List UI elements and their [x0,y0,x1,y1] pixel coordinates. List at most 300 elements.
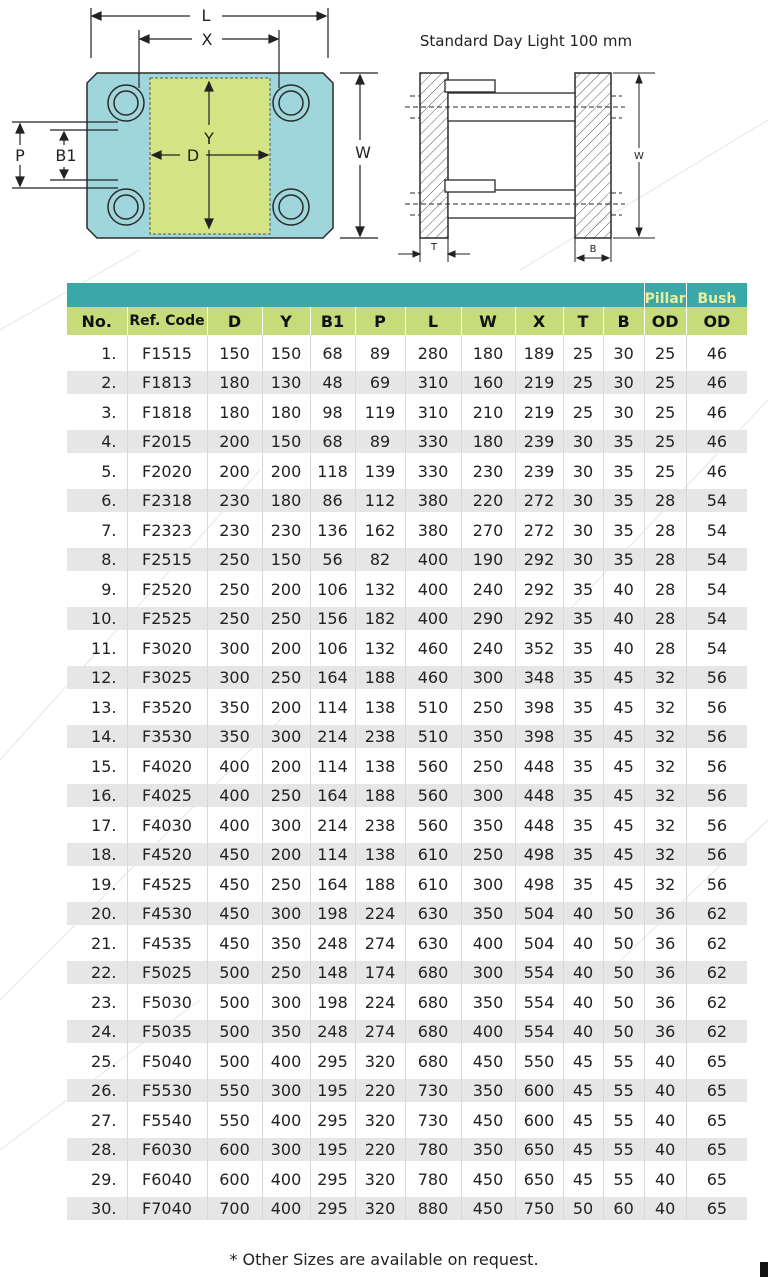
table-cell: 45 [603,666,644,689]
table-cell: 69 [355,371,405,394]
table-cell: 40 [603,571,644,607]
table-cell: 46 [686,430,747,453]
table-cell: 11. [67,630,127,666]
table-row [67,453,747,489]
table-cell: 200 [207,430,262,453]
table-cell: 188 [355,784,405,807]
table-cell: 65 [686,1197,747,1220]
table-cell: 55 [603,1161,644,1197]
table-cell: 498 [515,843,563,866]
table-cell: 239 [515,430,563,453]
table-cell: 46 [706,402,728,422]
table-cell: 40 [563,1020,603,1043]
table-cell: 510 [405,689,461,725]
table-cell: 554 [515,961,563,984]
table-cell: 180 [207,371,262,394]
table-cell: 164 [310,666,355,689]
table-cell: 35 [563,843,603,866]
table-cell: F3025 [127,666,207,689]
table-cell: 550 [515,1043,563,1079]
table-cell: 62 [706,992,728,1012]
table-cell: F5540 [127,1102,207,1138]
table-cell: 25 [563,371,603,394]
table-cell: 230 [207,489,262,512]
table-cell: 504 [515,925,563,961]
table-cell: 56 [706,697,728,717]
table-cell: 350 [207,689,262,725]
table-cell: 680 [405,984,461,1020]
table-cell: 30 [603,335,644,371]
table-cell: 600 [515,1079,563,1102]
table-cell: 45 [563,1043,603,1079]
label-w-side: W [634,151,644,162]
table-cell: 250 [262,607,310,630]
table-cell: 250 [461,689,515,725]
table-cell: 300 [262,1079,310,1102]
table-cell: 400 [461,1020,515,1043]
table-cell: 272 [515,512,563,548]
table-cell: 750 [515,1197,563,1220]
table-cell: 195 [310,1079,355,1102]
table-cell: 164 [310,866,355,902]
table-cell: 35 [603,548,644,571]
table-row [67,902,747,925]
table-row [67,784,747,807]
label-d: D [186,146,200,165]
col-header-bush-od: OD [686,307,747,335]
table-cell: 56 [686,784,747,807]
die-set-drawing [0,0,768,275]
table-cell: 600 [207,1161,262,1197]
table-cell: 7. [67,512,127,548]
table-cell: 600 [207,1138,262,1161]
table-cell: 150 [207,335,262,371]
table-row [67,666,747,689]
table-cell: 320 [355,1043,405,1079]
col-header-pillar-od: OD [644,307,686,335]
table-cell: 106 [310,571,355,607]
table-cell: 300 [262,807,310,843]
table-cell: 630 [405,902,461,925]
table-cell: 400 [207,807,262,843]
table-cell: F2515 [127,548,207,571]
table-band [67,283,747,307]
table-cell: 188 [355,666,405,689]
table-cell: 350 [461,984,515,1020]
table-cell: 180 [262,394,310,430]
table-cell: 136 [310,512,355,548]
table-cell: 50 [603,1020,644,1043]
table-cell: 25. [67,1043,127,1079]
table-cell: 164 [310,784,355,807]
table-cell: 150 [262,430,310,453]
table-cell: 250 [461,748,515,784]
table-cell: 400 [262,1197,310,1220]
table-cell: 65 [706,1051,728,1071]
table-cell: 50 [563,1197,603,1220]
table-cell: 25 [644,430,686,453]
table-cell: F5530 [127,1079,207,1102]
table-cell: 180 [207,394,262,430]
table-cell: 55 [603,1102,644,1138]
table-cell: 510 [405,725,461,748]
table-cell: 114 [310,843,355,866]
table-cell: 156 [310,607,355,630]
table-cell: F3020 [127,630,207,666]
table-cell: 250 [461,843,515,866]
table-cell: 292 [515,571,563,607]
table-cell: 250 [262,961,310,984]
table-cell: 230 [262,512,310,548]
table-cell: 330 [405,430,461,453]
table-cell: 50 [603,902,644,925]
table-cell: 400 [207,748,262,784]
table-cell: 35 [563,571,603,607]
table-cell: 30. [67,1197,127,1220]
table-cell: 198 [310,984,355,1020]
table-cell: 35 [563,689,603,725]
table-cell: F2020 [127,453,207,489]
table-cell: F4535 [127,925,207,961]
table-cell: F2520 [127,571,207,607]
table-cell: 35 [563,607,603,630]
table-cell: 36 [644,902,686,925]
table-cell: 114 [310,748,355,784]
table-cell: 400 [262,1043,310,1079]
table-cell: 62 [686,961,747,984]
table-cell: F5030 [127,984,207,1020]
table-cell: 40 [563,925,603,961]
top-view [12,6,378,238]
table-cell: 45 [603,866,644,902]
table-cell: 35 [603,512,644,548]
table-cell: 450 [461,1043,515,1079]
table-cell: 400 [461,925,515,961]
table-cell: 119 [355,394,405,430]
table-cell: F6040 [127,1161,207,1197]
table-cell: 25 [563,335,603,371]
table-cell: 188 [355,866,405,902]
table-cell: 36 [644,961,686,984]
table-cell: 32 [644,689,686,725]
table-cell: 8. [67,548,127,571]
table-cell: 32 [644,748,686,784]
table-cell: 55 [603,1043,644,1079]
table-cell: 65 [706,1169,728,1189]
table-cell: 40 [603,630,644,666]
table-cell: 274 [355,1020,405,1043]
table-cell: F4530 [127,902,207,925]
table-cell: 65 [706,1110,728,1130]
label-p: P [15,146,25,165]
table-cell: 25 [563,394,603,430]
table-cell: 550 [207,1102,262,1138]
table-cell: 352 [515,630,563,666]
table-cell: 560 [405,748,461,784]
table-cell: 450 [207,902,262,925]
table-cell: 190 [461,548,515,571]
col-header-b1: B1 [310,307,355,335]
table-cell: 40 [563,961,603,984]
table-cell: 224 [355,902,405,925]
table-cell: F3530 [127,725,207,748]
table-cell: 610 [405,843,461,866]
table-cell: 65 [686,1138,747,1161]
table-cell: 300 [262,902,310,925]
table-cell: 54 [686,548,747,571]
table-cell: 26. [67,1079,127,1102]
table-cell: 780 [405,1138,461,1161]
table-cell: 130 [262,371,310,394]
label-y: Y [204,129,214,148]
label-b: B [589,244,597,255]
table-cell: 22. [67,961,127,984]
table-cell: 45 [603,689,644,725]
table-cell: 250 [207,607,262,630]
table-cell: 680 [405,1020,461,1043]
table-cell: F1818 [127,394,207,430]
table-cell: 21. [67,925,127,961]
table-cell: 30 [563,430,603,453]
table-cell: 45 [603,784,644,807]
label-b1: B1 [55,146,77,165]
table-cell: 68 [310,430,355,453]
table-cell: 55 [603,1079,644,1102]
table-cell: 300 [207,630,262,666]
table-row [67,335,747,371]
table-cell: 29. [67,1161,127,1197]
table-cell: F4025 [127,784,207,807]
table-row [67,725,747,748]
table-cell: 16. [67,784,127,807]
group-header-bush: Bush [686,283,747,307]
table-cell: 32 [644,807,686,843]
table-cell: 730 [405,1079,461,1102]
table-cell: 398 [515,725,563,748]
table-cell: 200 [262,571,310,607]
table-cell: 350 [461,1138,515,1161]
table-cell: 210 [461,394,515,430]
table-cell: 30 [603,371,644,394]
table-cell: 300 [461,961,515,984]
table-cell: 9. [67,571,127,607]
table-cell: 40 [644,1197,686,1220]
table-cell: 55 [603,1138,644,1161]
table-cell: 30 [603,394,644,430]
table-cell: 195 [310,1138,355,1161]
table-cell: 350 [461,807,515,843]
table-cell: 239 [515,453,563,489]
table-cell: F2323 [127,512,207,548]
table-cell: 15. [67,748,127,784]
table-cell: 630 [405,925,461,961]
side-view [398,32,655,262]
table-cell: 200 [262,748,310,784]
table-row [67,843,747,866]
table-cell: 50 [603,925,644,961]
table-row [67,1161,747,1197]
table-cell: 400 [262,1102,310,1138]
table-cell: 280 [405,335,461,371]
table-cell: 180 [461,430,515,453]
table-cell: 68 [310,335,355,371]
table-cell: 50 [603,984,644,1020]
table-cell: 230 [207,512,262,548]
table-cell: 19. [67,866,127,902]
table-cell: 350 [461,902,515,925]
table-cell: F1813 [127,371,207,394]
table-cell: 32 [644,843,686,866]
table-cell: 40 [644,1102,686,1138]
table-cell: 504 [515,902,563,925]
table-cell: 295 [310,1102,355,1138]
table-cell: 330 [405,453,461,489]
table-cell: 250 [262,784,310,807]
label-l: L [201,6,211,25]
table-cell: 56 [310,548,355,571]
table-cell: 56 [706,815,728,835]
table-cell: 82 [355,548,405,571]
table-cell: 380 [405,489,461,512]
table-cell: 35 [563,725,603,748]
table-cell: 35 [603,430,644,453]
table-cell: 62 [706,933,728,953]
table-cell: 28 [644,489,686,512]
table-cell: 30 [563,548,603,571]
table-cell: 219 [515,371,563,394]
group-header-pillar: Pillar [644,283,686,307]
table-cell: 400 [405,571,461,607]
table-cell: 220 [461,489,515,512]
table-cell: 460 [405,666,461,689]
table-cell: 106 [310,630,355,666]
table-row [67,548,747,571]
table-cell: 35 [563,807,603,843]
table-cell: 450 [461,1197,515,1220]
table-cell: F2318 [127,489,207,512]
table-cell: 219 [515,394,563,430]
table-cell: F4020 [127,748,207,784]
table-cell: 320 [355,1197,405,1220]
table-cell: 20. [67,902,127,925]
table-cell: 27. [67,1102,127,1138]
table-cell: 86 [310,489,355,512]
table-cell: 30 [563,489,603,512]
table-cell: 250 [262,866,310,902]
table-cell: 380 [405,512,461,548]
table-cell: 554 [515,1020,563,1043]
table-cell: 54 [686,607,747,630]
table-cell: 200 [262,630,310,666]
table-cell: 14. [67,725,127,748]
table-cell: 32 [644,784,686,807]
table-cell: 35 [563,748,603,784]
table-cell: 460 [405,630,461,666]
table-cell: 350 [461,1079,515,1102]
table-cell: 2. [67,371,127,394]
table-row [67,430,747,453]
table-cell: 700 [207,1197,262,1220]
table-cell: F4520 [127,843,207,866]
table-row [67,1138,747,1161]
table-cell: 45 [603,807,644,843]
table-cell: 138 [355,748,405,784]
table-row [67,689,747,725]
col-header-x: X [515,307,563,335]
table-cell: 400 [405,548,461,571]
table-row [67,1020,747,1043]
table-cell: 400 [207,784,262,807]
table-cell: 40 [563,984,603,1020]
table-cell: 448 [515,784,563,807]
table-cell: 18. [67,843,127,866]
table-cell: 554 [515,984,563,1020]
table-row [67,925,747,961]
table-cell: 180 [461,335,515,371]
table-cell: 24. [67,1020,127,1043]
table-cell: 138 [355,689,405,725]
table-row [67,961,747,984]
table-row [67,1197,747,1220]
table-cell: 274 [355,925,405,961]
table-cell: 112 [355,489,405,512]
table-cell: 46 [706,461,728,481]
table-row [67,984,747,1020]
table-cell: F7040 [127,1197,207,1220]
table-cell: 292 [515,548,563,571]
table-row [67,1102,747,1138]
table-cell: 214 [310,807,355,843]
table-cell: F5025 [127,961,207,984]
table-cell: 138 [355,843,405,866]
table-cell: 40 [644,1138,686,1161]
col-header-w: W [461,307,515,335]
table-row [67,1079,747,1102]
table-cell: 150 [262,335,310,371]
table-cell: 248 [310,1020,355,1043]
table-cell: 25 [644,371,686,394]
table-cell: 56 [706,756,728,776]
table-cell: 448 [515,807,563,843]
table-cell: 40 [563,902,603,925]
table-cell: 272 [515,489,563,512]
table-cell: 200 [262,453,310,489]
table-cell: 114 [310,689,355,725]
table-cell: 35 [563,666,603,689]
table-cell: 498 [515,866,563,902]
table-cell: 54 [706,579,728,599]
table-cell: 40 [644,1043,686,1079]
table-cell: 450 [207,866,262,902]
table-cell: 550 [207,1079,262,1102]
table-cell: 132 [355,630,405,666]
table-cell: 300 [262,725,310,748]
table-cell: 730 [405,1102,461,1138]
table-cell: 150 [262,548,310,571]
table-cell: 1. [67,335,127,371]
table-cell: 13. [67,689,127,725]
table-cell: 350 [461,725,515,748]
table-cell: F4030 [127,807,207,843]
table-cell: 28 [644,548,686,571]
table-cell: 220 [355,1138,405,1161]
table-cell: 500 [207,984,262,1020]
table-cell: 450 [207,843,262,866]
table-cell: 35 [563,866,603,902]
table-cell: 248 [310,925,355,961]
table-cell: 56 [706,874,728,894]
table-cell: 880 [405,1197,461,1220]
